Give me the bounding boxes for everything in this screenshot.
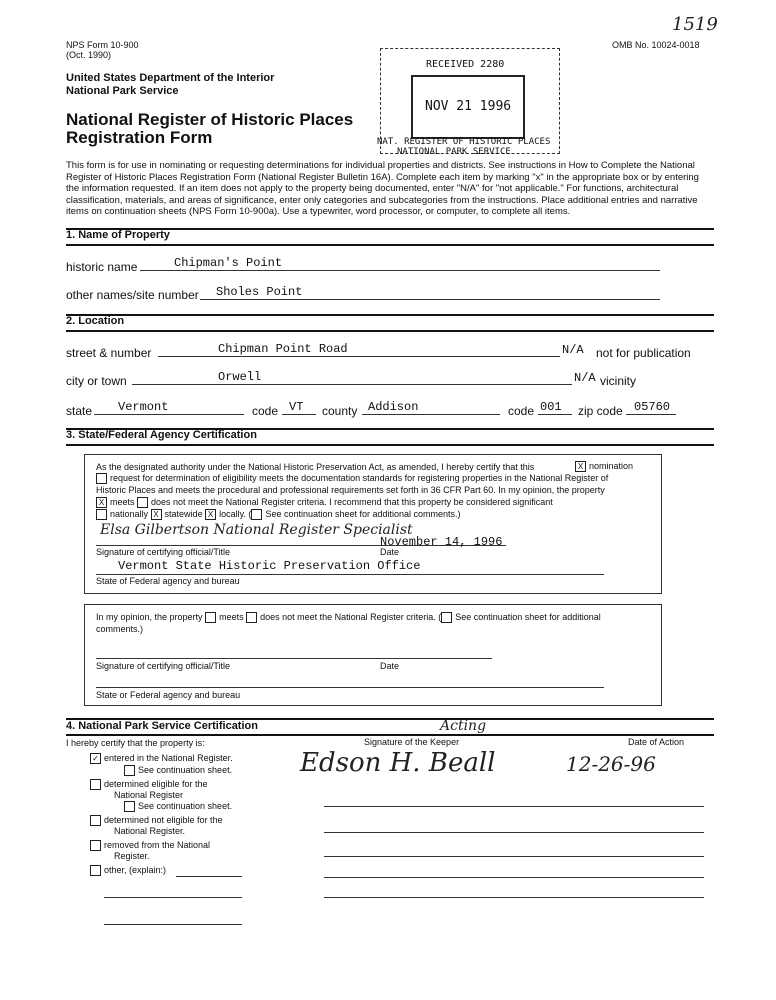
department: United States Department of the Interior [66,72,275,84]
nationally-label: nationally [110,509,149,519]
zip-value: 05760 [634,400,671,414]
date2-label: Date [380,661,400,671]
form-title-line1: National Register of Historic Places [66,110,354,129]
acting-annotation: Acting [440,718,487,734]
keeper-line [324,877,704,878]
county-value: Addison [368,400,419,414]
meets-checkbox[interactable]: X [96,497,107,508]
eligible-label2: National Register [114,790,184,800]
zip-field[interactable] [626,400,676,415]
city-value: Orwell [218,370,262,384]
locally-label: locally. ( [219,509,252,519]
entered-option[interactable] [90,753,233,764]
cert-line3: Historic Places and meets the procedural and professional requirements set forth in 36 CFR Part 60. In my opinion, the property [96,485,605,495]
stamp-line1: NAT. REGISTER OF HISTORIC PLACES [377,137,551,147]
other-checkbox[interactable] [90,865,101,876]
meets-label: meets [110,497,135,507]
not-eligible-label2: National Register. [114,826,186,836]
meets-row [96,497,553,508]
form-date: (Oct. 1990) [66,50,112,60]
other-option[interactable] [90,865,166,876]
cert-line1a: As the designated authority under the National Historic Preservation Act, as amended, I hereby certify that this [96,462,535,472]
opinion-does-not-meet-label: does not meet the National Register criteria. ( [260,612,442,622]
see-continuation-label: See continuation sheet for additional comments.) [265,509,461,519]
street-value: Chipman Point Road [218,342,348,356]
eligible-label: determined eligible for the [104,779,208,789]
keeper-line [324,856,704,857]
zip-label: zip code [578,404,623,418]
nomination-checkbox[interactable]: X [575,461,586,472]
opinion-meets-label: meets [219,612,244,622]
opinion-row [96,612,601,623]
other-names-label: other names/site number [66,288,199,302]
nfp-label: not for publication [596,346,691,360]
statewide-checkbox[interactable]: X [151,509,162,520]
stamp-line2: NATIONAL PARK SERVICE [397,147,511,157]
other-names-value: Sholes Point [216,285,303,299]
agency2-label: State or Federal agency and bureau [96,690,241,700]
entered-checkbox[interactable]: ✓ [90,753,101,764]
entered-cont-label: See continuation sheet. [138,765,233,775]
code2-value: 001 [540,400,562,414]
agency-line [96,574,604,575]
entered-cont-option[interactable] [124,765,232,776]
date-of-action: 12-26-96 [566,752,656,776]
code-label: code [252,404,279,418]
eligible-cont-option[interactable] [124,801,232,812]
vicinity-label: vicinity [600,374,637,388]
state-field[interactable] [94,400,244,415]
eligible-cont-label: See continuation sheet. [138,801,233,811]
handwritten-number: 1519 [672,14,718,35]
date-label: Date [380,547,400,557]
eligible-cont-checkbox[interactable] [124,801,135,812]
street-field[interactable] [158,342,560,357]
determination-option[interactable] [96,473,608,484]
opinion-text: In my opinion, the property [96,612,203,622]
county-field[interactable] [362,400,500,415]
removed-option[interactable] [90,840,210,851]
entered-label: entered in the National Register. [104,753,233,763]
agency-label: State of Federal agency and bureau [96,576,240,586]
keeper-line [324,806,704,807]
nomination-label: nomination [589,461,634,471]
signature2-line [96,658,492,659]
received-stamp [377,48,560,157]
not-eligible-option[interactable] [90,815,223,826]
form-number: NPS Form 10-900 [66,40,139,50]
city-label: city or town [66,374,127,388]
signature2-label: Signature of certifying official/Title [96,661,231,671]
explain-line [104,924,242,925]
does-not-meet-checkbox[interactable] [137,497,148,508]
section3-heading: 3. State/Federal Agency Certification [66,429,257,441]
certifying-signature: Elsa Gilbertson National Register Specialist [100,522,413,538]
certification-date: November 14, 1996 [380,535,503,549]
divider [66,314,714,316]
see-continuation-checkbox[interactable] [251,509,262,520]
stamp-date-box [411,75,525,139]
nomination-option[interactable] [575,461,633,472]
other-line [176,876,242,877]
locally-checkbox[interactable]: X [205,509,216,520]
certify-text: I hereby certify that the property is: [66,738,205,748]
code2-label: code [508,404,535,418]
section1-heading: 1. Name of Property [66,229,170,241]
state-value: Vermont [118,400,169,414]
statewide-label: statewide [164,509,203,519]
nationally-checkbox[interactable] [96,509,107,520]
removed-label: removed from the National [104,840,211,850]
other-label: other, (explain:) [104,865,167,875]
determination-checkbox[interactable] [96,473,107,484]
state-label: state [66,404,93,418]
keeper-signature-label: Signature of the Keeper [364,737,460,747]
historic-name-value: Chipman's Point [174,256,283,270]
county-label: county [322,404,358,418]
keeper-line [324,832,704,833]
stamp-date: NOV 21 1996 [425,99,512,114]
opinion-see-continuation-label: See continuation sheet for additional [455,612,601,622]
divider [66,444,714,446]
code2-field[interactable] [538,400,572,415]
code-value: VT [289,400,304,414]
signature-label: Signature of certifying official/Title [96,547,231,557]
city-field[interactable] [132,370,572,385]
eligible-option[interactable] [90,779,208,790]
divider [66,244,714,246]
vicinity-value: N/A [574,371,596,385]
nfp-value: N/A [562,343,584,357]
not-eligible-checkbox[interactable] [90,815,101,826]
keeper-line [324,897,704,898]
keeper-signature: Edson H. Beall [300,748,496,778]
other-names-field[interactable] [200,285,660,300]
historic-name-field[interactable] [140,256,660,271]
service: National Park Service [66,85,179,97]
opinion-meets-checkbox[interactable] [205,612,216,623]
omb-number: OMB No. 10024-0018 [612,40,700,50]
divider [66,734,714,736]
eligible-checkbox[interactable] [90,779,101,790]
section2-heading: 2. Location [66,315,125,327]
significance-row [96,509,461,520]
agency2-line [96,687,604,688]
code-field[interactable] [282,400,316,415]
opinion-comments: comments.) [96,624,144,634]
section4-heading: 4. National Park Service Certification [66,720,258,732]
opinion-does-not-meet-checkbox[interactable] [246,612,257,623]
street-label: street & number [66,346,152,360]
instructions: This form is for use in nominating or requesting determinations for individual properties and districts. See instructions in How to Complete the National Register of Historic Places Registration Form (National Register Bulletin 16A). Complete each item by marking "x" in the appropriate box or by entering the information requested. If an item does not apply to the property being documented, enter "N/A" for "not applicable." For functions, architectural classification, materials, and areas of significance, enter only categories and subcategories from the instructions. Place additional entries and narrative items on continuation sheets (NPS Form 10-900a). Use a typewriter, word processor, or computer, to complete all items. [66,160,699,217]
explain-line [104,897,242,898]
form-title-line2: Registration Form [66,128,213,147]
historic-name-label: historic name [66,260,138,274]
removed-checkbox[interactable] [90,840,101,851]
entered-cont-checkbox[interactable] [124,765,135,776]
stamp-received: RECEIVED 2280 [426,59,505,70]
does-not-meet-label: does not meet the National Register criteria. I recommend that this property be considered significant [151,497,553,507]
not-eligible-label: determined not eligible for the [104,815,223,825]
divider [66,330,714,332]
opinion-see-continuation-checkbox[interactable] [441,612,452,623]
date-of-action-label: Date of Action [628,737,685,747]
cert-line2: request for determination of eligibility meets the documentation standards for registering properties in the National Register of [110,473,609,483]
removed-label2: Register. [114,851,150,861]
agency-value: Vermont State Historic Preservation Office [118,559,421,573]
